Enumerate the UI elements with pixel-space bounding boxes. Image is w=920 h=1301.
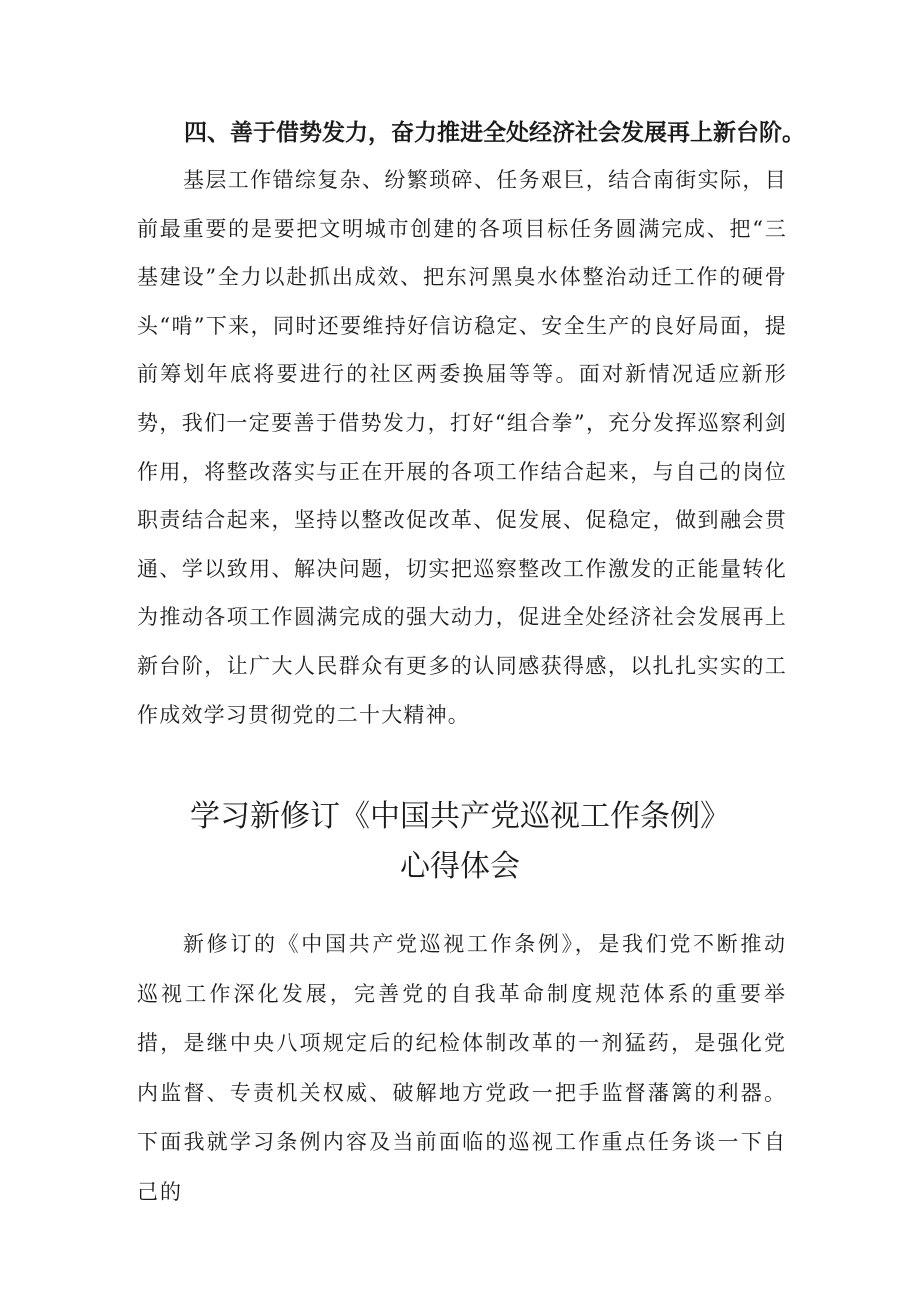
article-title-line-2: 心得体会	[400, 849, 520, 884]
article-paragraph: 新修订的《中国共产党巡视工作条例》，是我们党不断推动巡视工作深化发展，完善党的自我革命制度规范体系的重要举措，是继中央八项规定后的纪检体制改革的一剂猛药，是强化党内监督、专责机关权威、破解地方党政一把手监督藩篱的利器。下面我就学习条例内容及当前面临的巡视工作重点任务谈一下自己的	[137, 932, 787, 1204]
article-title	[100, 792, 820, 892]
section-paragraph: 基层工作错综复杂、纷繁琐碎、任务艰巨，结合南街实际，目前最重要的是要把文明城市创建的各项目标任务圆满完成、把“三基建设”全力以赴抓出成效、把东河黑臭水体整治动迁工作的硬骨头“啃”下来，同时还要维持好信访稳定、安全生产的良好局面，提前筹划年底将要进行的社区两委换届等等。面对新情况适应新形势，我们一定要善于借势发力，打好“组合拳”，充分发挥巡察利剑作用，将整改落实与正在开展的各项工作结合起来，与自己的岗位职责结合起来，坚持以整改促改革、促发展、促稳定，做到融会贯通、学以致用、解决问题，切实把巡察整改工作激发的正能量转化为推动各项工作圆满完成的强大动力，促进全处经济社会发展再上新台阶，让广大人民群众有更多的认同感获得感，以扎扎实实的工作成效学习贯彻党的二十大精神。	[137, 168, 787, 727]
article-title-line-1: 学习新修订《中国共产党巡视工作条例》	[190, 799, 730, 834]
section-heading: 四、善于借势发力，奋力推进全处经济社会发展再上新台阶。	[184, 120, 805, 146]
